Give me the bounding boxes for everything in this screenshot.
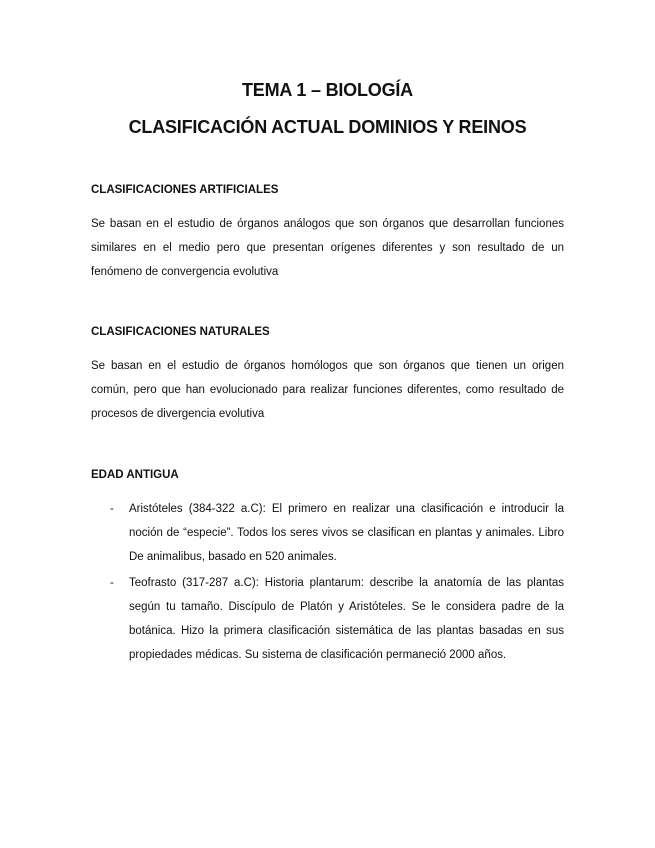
paragraph-artificiales: Se basan en el estudio de órganos análogos que son órganos que desarrollan funciones similares en el medio pero que presentan orígenes diferentes y son resultado de un fenómeno de convergencia evolutiva (91, 218, 564, 278)
list-item-text: Teofrasto (317-287 a.C): Historia plantarum: describe la anatomía de las plantas según tu tamaño. Discípulo de Platón y Aristóteles. Se le considera padre de la botánica. Hizo la primera clasificación sistemática de las plantas basadas en sus propiedades médicas. Su sistema de clasificación permaneció 2000 años. (129, 577, 564, 661)
section-heading-naturales: CLASIFICACIONES NATURALES (91, 326, 270, 338)
document-title: TEMA 1 – BIOLOGÍA (242, 80, 413, 100)
list-item-text: Aristóteles (384-322 a.C): El primero en realizar una clasificación e introducir la noción de “especie”. Todos los seres vivos se clasifican en plantas y animales. Libro De animalibus, basado en 520 animales. (129, 503, 564, 563)
edad-antigua-list (91, 497, 564, 667)
list-item (91, 497, 564, 569)
document-subtitle: CLASIFICACIÓN ACTUAL DOMINIOS Y REINOS (128, 117, 527, 137)
bullet-dash: - (110, 503, 114, 515)
bullet-dash: - (110, 577, 114, 589)
section-heading-edad-antigua: EDAD ANTIGUA (91, 469, 179, 481)
section-heading-artificiales: CLASIFICACIONES ARTIFICIALES (91, 184, 279, 196)
paragraph-naturales: Se basan en el estudio de órganos homólogos que son órganos que tienen un origen común, pero que han evolucionado para realizar funciones diferentes, como resultado de procesos de divergencia evolutiva (91, 360, 564, 420)
list-item (91, 571, 564, 667)
